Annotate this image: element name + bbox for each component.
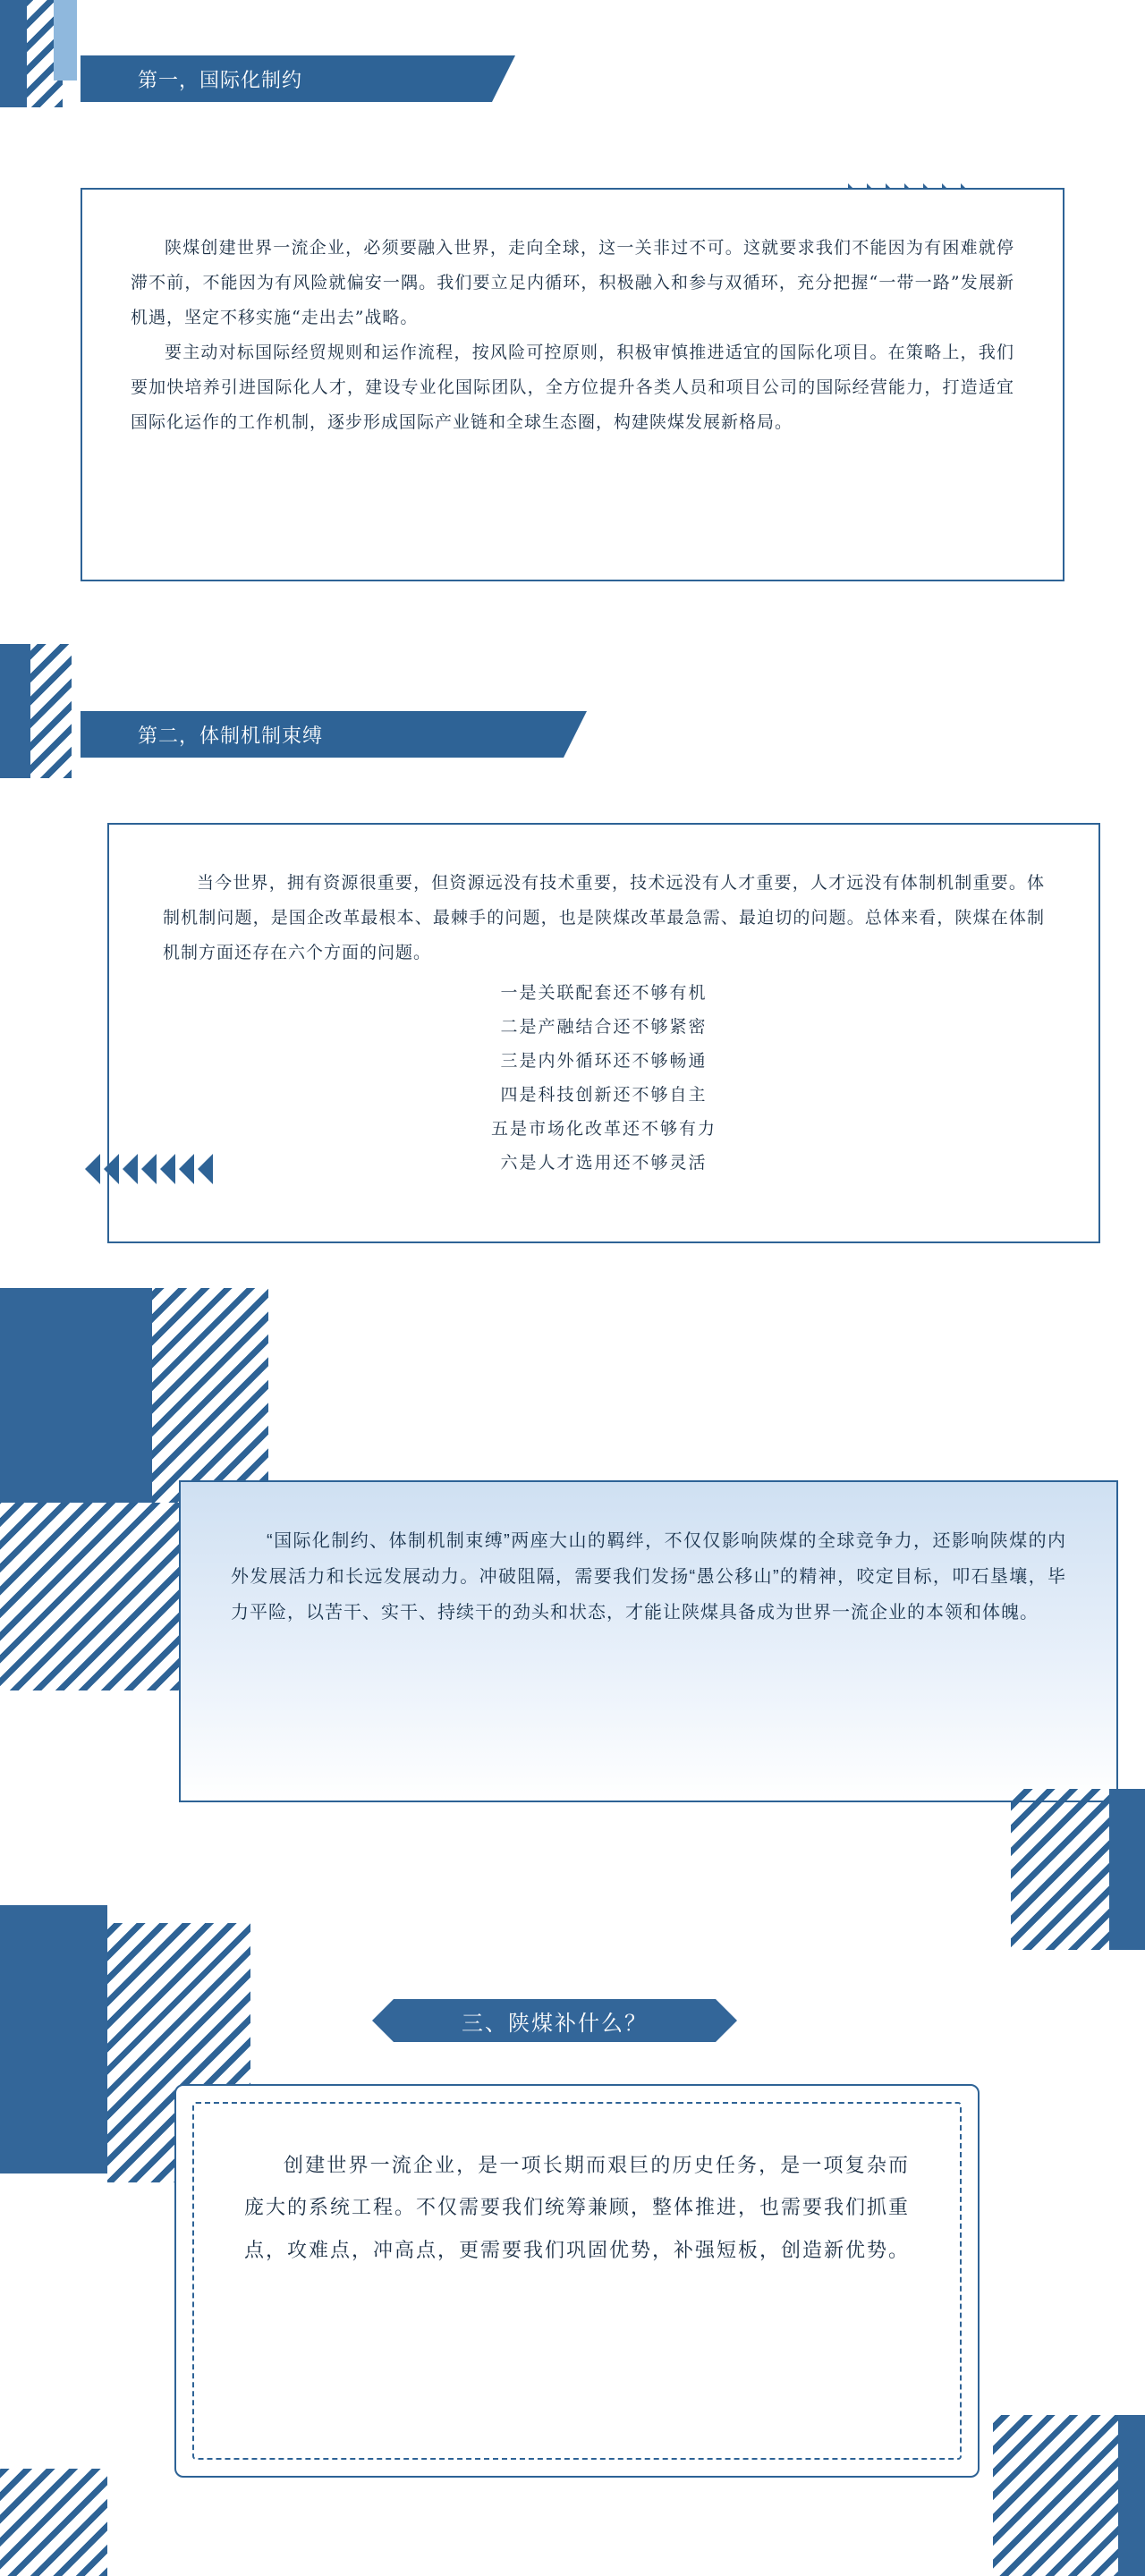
- list-item: 二是产融结合还不够紧密: [500, 1016, 708, 1037]
- highlight-box: [179, 1480, 1118, 1802]
- list-item: 六是人才选用还不够灵活: [500, 1152, 708, 1173]
- section-2-text: [163, 866, 1045, 1180]
- section-3-content-box: [192, 2102, 962, 2460]
- section-1-ribbon-label: 第一，国际化制约: [138, 68, 303, 91]
- section-3-title-ribbon: [394, 1999, 716, 2042]
- section-1-content-box: [81, 188, 1064, 581]
- decor-right-solid: [1109, 1789, 1145, 1950]
- section-1-ribbon: [81, 55, 492, 102]
- list-item: 三是内外循环还不够畅通: [500, 1050, 708, 1071]
- list-item: 四是科技创新还不够自主: [500, 1084, 708, 1105]
- section-2-chevrons: [85, 1154, 216, 1184]
- section-2-problem-list: [163, 976, 1045, 1180]
- section-1-paragraph-1: 陕煤创建世界一流企业，必须要融入世界，走向全球，这一关非过不可。这就要求我们不能因为有困难就停滞不前，不能因为有风险就偏安一隅。我们要立足内循环，积极融入和参与双循环，充分把握“一带一路”发展新机遇，坚定不移实施“走出去”战略。: [131, 238, 1014, 327]
- section-2-paragraph-1: 当今世界，拥有资源很重要，但资源远没有技术重要，技术远没有人才重要，人才远没有体制机制重要。体制机制问题，是国企改革最根本、最棘手的问题，也是陕煤改革最急需、最迫切的问题。总体来看，陕煤在体制机制方面还存在六个方面的问题。: [163, 873, 1045, 962]
- decor-section-3-solid: [0, 1905, 107, 2174]
- section-3-text: 创建世界一流企业，是一项长期而艰巨的历史任务，是一项复杂而庞大的系统工程。不仅需要我们统筹兼顾，整体推进，也需要我们抓重点，攻难点，冲高点，更需要我们巩固优势，补强短板，创造新优势。: [244, 2155, 911, 2262]
- section-3-title: 三、陕煤补什么？: [462, 2011, 648, 2036]
- decor-bottom-right-solid: [1118, 2415, 1145, 2576]
- list-item: 五是市场化改革还不够有力: [490, 1118, 717, 1139]
- decor-mid-left-solid: [0, 1288, 152, 1503]
- list-item: 一是关联配套还不够有机: [500, 982, 708, 1003]
- decor-bottom-left-stripes: [0, 2469, 107, 2576]
- decor-mid-left-stripes: [152, 1288, 268, 1503]
- decor-top-left-solid: [0, 0, 27, 107]
- section-1-text: [131, 231, 1014, 440]
- decor-section-2-solid: [0, 644, 30, 778]
- decor-top-left-light: [54, 0, 77, 80]
- section-2-ribbon-label: 第二，体制机制束缚: [138, 724, 324, 747]
- section-2-content-box: [107, 823, 1100, 1243]
- section-1-paragraph-2: 要主动对标国际经贸规则和运作流程，按风险可控原则，积极审慎推进适宜的国际化项目。在策略上，我们要加快培养引进国际化人才，建设专业化国际团队，全方位提升各类人员和项目公司的国际经营能力，打造适宜国际化运作的工作机制，逐步形成国际产业链和全球生态圈，构建陕煤发展新格局。: [131, 342, 1014, 432]
- highlight-box-text: “国际化制约、体制机制束缚”两座大山的羁绊，不仅仅影响陕煤的全球竞争力，还影响陕煤的内外发展活力和长远发展动力。冲破阻隔，需要我们发扬“愚公移山”的精神，咬定目标，叩石垦壤，毕力平险，以苦干、实干、持续干的劲头和状态，才能让陕煤具备成为世界一流企业的本领和体魄。: [231, 1531, 1066, 1623]
- section-2-ribbon: [81, 711, 564, 758]
